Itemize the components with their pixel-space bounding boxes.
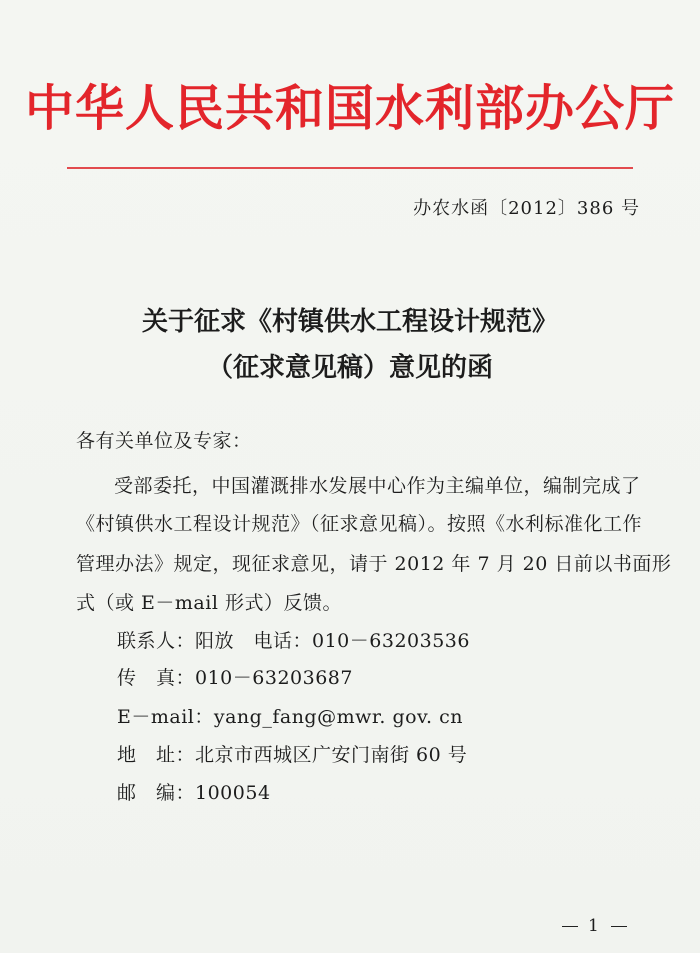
- contact-email: E－mail：yang_fang@mwr. gov. cn: [117, 706, 463, 728]
- page-number-right-dash: [611, 926, 627, 927]
- body-line: 《村镇供水工程设计规范》（征求意见稿）。按照《水利标准化工作: [76, 513, 643, 535]
- contact-person-phone: 联系人：阳放 电话：010－63203536: [117, 630, 470, 652]
- document-number: 办农水函〔2012〕386 号: [413, 198, 640, 219]
- body-line: 式（或 E－mail 形式）反馈。: [76, 592, 342, 614]
- salutation: 各有关单位及专家：: [76, 430, 252, 452]
- contact-address: 地 址：北京市西城区广安门南街 60 号: [117, 744, 468, 766]
- contact-postcode: 邮 编：100054: [117, 782, 271, 804]
- document-title-line-2: （征求意见稿）意见的函: [206, 353, 493, 383]
- body-line: 管理办法》规定，现征求意见，请于 2012 年 7 月 20 日前以书面形: [76, 553, 672, 575]
- body-line: 受部委托，中国灌溉排水发展中心作为主编单位，编制完成了: [114, 475, 641, 497]
- page-number: 1: [588, 916, 601, 936]
- page-number-footer: [552, 915, 637, 937]
- issuing-organization-header: 中华人民共和国水利部办公厅: [24, 79, 675, 137]
- document-title-line-1: 关于征求《村镇供水工程设计规范》: [141, 307, 558, 337]
- red-divider-line: [67, 167, 633, 169]
- contact-fax: 传 真：010－63203687: [117, 667, 353, 689]
- page-number-left-dash: [562, 926, 578, 927]
